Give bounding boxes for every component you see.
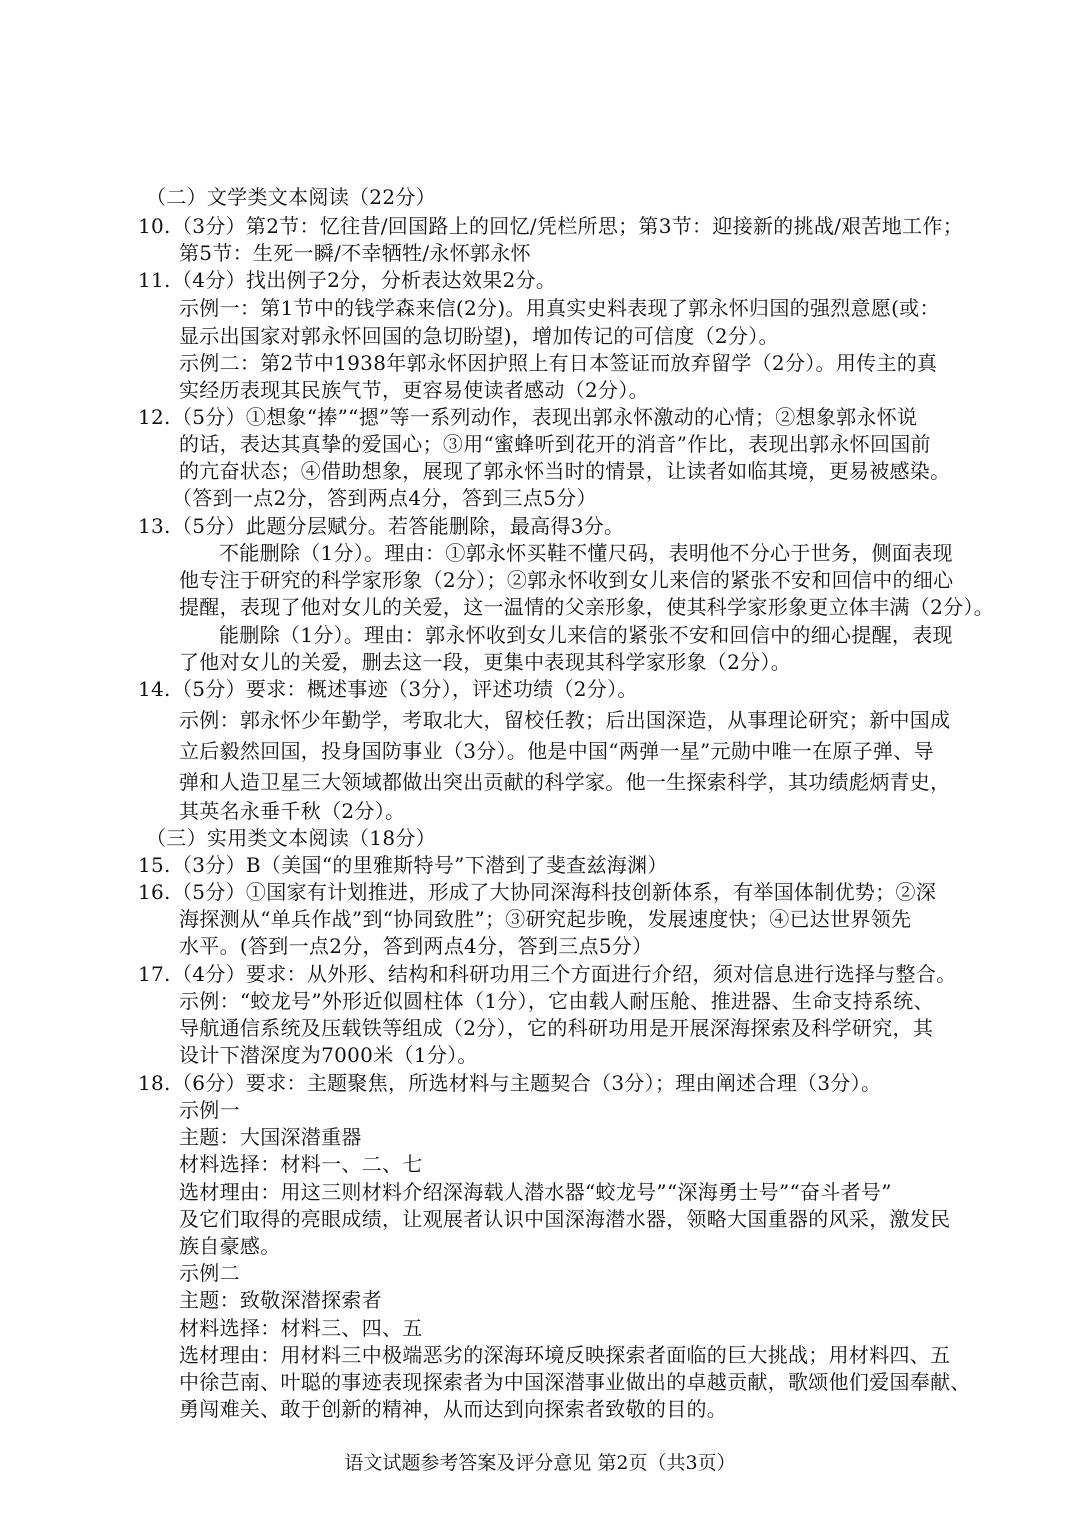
- q18-example-1-reason-1: 选材理由：用这三则材料介绍深海载人潜水器“蛟龙号”“深海勇士号”“奋斗者号”: [179, 1180, 892, 1204]
- q13-line-2: 不能删除（1分）。理由：①郭永怀买鞋不懂尺码，表明他不分心于世务，侧面表现: [219, 541, 953, 565]
- q10-line-2: 第5节：生死一瞬/不幸牺牲/永怀郭永怀: [179, 241, 531, 265]
- q18-line-1: [138, 1067, 881, 1099]
- q15-text-1: （3分）B（美国“的里雅斯特号”下潜到了斐查兹海渊）: [172, 853, 668, 877]
- q11-line-2: 示例一：第1节中的钱学森来信(2分)。用真实史料表现了郭永怀归国的强烈意愿(或：: [179, 296, 940, 320]
- q18-example-2-title: 示例二: [179, 1261, 240, 1285]
- q11-line-5: 实经历表现其民族气节，更容易使读者感动（2分）。: [179, 378, 649, 402]
- q11-line-4: 示例二：第2节中1938年郭永怀因护照上有日本签证而放弃留学（2分）。用传主的真: [179, 351, 938, 375]
- q13-text-1: （5分）此题分层赋分。若答能删除，最高得3分。: [172, 514, 625, 538]
- q11-number: 11.: [138, 268, 171, 292]
- q12-line-4: （答到一点2分，答到两点4分，答到三点5分）: [172, 486, 597, 510]
- q12-line-3: 的亢奋状态；④借助想象，展现了郭永怀当时的情景，让读者如临其境，更易被感染。: [179, 459, 951, 483]
- q16-line-3: 水平。(答到一点2分，答到两点4分，答到三点5分）: [179, 934, 653, 958]
- q18-example-2-theme: 主题：致敬深潜探索者: [179, 1288, 382, 1312]
- q14-line-5: 其英名永垂千秋（2分）。: [179, 799, 406, 823]
- q14-line-1: [138, 673, 638, 705]
- q18-text-1: （6分）要求：主题聚焦，所选材料与主题契合（3分）；理由阐述合理（3分）。: [172, 1071, 882, 1095]
- q18-example-1-theme: 主题：大国深潜重器: [179, 1125, 362, 1149]
- q18-example-2-reason-1: 选材理由：用材料三中极端恶劣的深海环境反映探索者面临的巨大挑战；用材料四、五: [179, 1343, 951, 1367]
- q15-number: 15.: [138, 853, 171, 877]
- q13-line-3: 他专注于研究的科学家形象（2分）；②郭永怀收到女儿来信的紧张不安和回信中的细心: [179, 568, 954, 592]
- q17-text-1: （4分）要求：从外形、结构和科研功用三个方面进行介绍，须对信息进行选择与整合。: [172, 962, 957, 986]
- q14-text-1: （5分）要求：概述事迹（3分），评述功绩（2分）。: [172, 677, 638, 701]
- q17-line-3: 导航通信系统及压载铁等组成（2分），它的科研功用是开展深海探索及科学研究，其: [179, 1016, 934, 1040]
- q18-example-2-reason-2: 中徐芑南、叶聪的事迹表现探索者为中国深潜事业做出的卓越贡献，歌颂他们爱国奉献、: [179, 1370, 971, 1394]
- q17-number: 17.: [138, 962, 171, 986]
- q18-example-1-title: 示例一: [179, 1098, 240, 1122]
- q10-number: 10.: [138, 214, 171, 238]
- page-footer: 语文试题参考答案及评分意见 第2页（共3页）: [344, 1452, 736, 1474]
- q13-line-6: 了他对女儿的关爱，删去这一段，更集中表现其科学家形象（2分）。: [179, 650, 792, 674]
- q11-line-3: 显示出国家对郭永怀回国的急切盼望)，增加传记的可信度（2分）。: [179, 324, 779, 348]
- q18-example-2-material: 材料选择：材料三、四、五: [179, 1316, 423, 1340]
- q18-example-1-reason-2: 及它们取得的亮眼成绩，让观展者认识中国深海潜水器，领略大国重器的风采，激发民: [179, 1207, 951, 1231]
- q14-number: 14.: [138, 677, 171, 701]
- q18-number: 18.: [138, 1071, 171, 1095]
- section-heading-practical: （三）实用类文本阅读（18分）: [146, 826, 436, 850]
- q18-example-1-reason-3: 族自豪感。: [179, 1234, 281, 1258]
- section-heading-literary: （二）文学类文本阅读（22分）: [146, 185, 436, 209]
- q14-line-4: 弹和人造卫星三大领域都做出突出贡献的科学家。他一生探索科学，其功绩彪炳青史，: [179, 770, 951, 794]
- q12-number: 12.: [138, 405, 171, 429]
- q10-text-1: （3分）第2节：忆往昔/回国路上的回忆/凭栏所思；第3节：迎接新的挑战/艰苦地工作；: [172, 214, 963, 238]
- q13-line-5: 能删除（1分）。理由：郭永怀收到女儿来信的紧张不安和回信中的细心提醒，表现: [219, 623, 953, 647]
- q12-text-1: （5分）①想象“捧”“摁”等一系列动作，表现出郭永怀激动的心情；②想象郭永怀说: [172, 405, 918, 429]
- q14-line-3: 立后毅然回国，投身国防事业（3分）。他是中国“两弹一星”元勋中唯一在原子弹、导: [179, 739, 934, 763]
- q18-example-2-reason-3: 勇闯难关、敢于创新的精神，从而达到向探索者致敬的目的。: [179, 1397, 728, 1421]
- q14-line-2: 示例：郭永怀少年勤学，考取北大，留校任教；后出国深造，从事理论研究；新中国成: [179, 708, 951, 732]
- q13-line-4: 提醒，表现了他对女儿的关爱，这一温情的父亲形象，使其科学家形象更立体丰满（2分）。: [179, 595, 995, 619]
- q12-line-2: 的话，表达其真挚的爱国心；③用“蜜蜂听到花开的消音”作比，表现出郭永怀回国前: [179, 432, 931, 456]
- q16-number: 16.: [138, 880, 171, 904]
- q11-text-1: （4分）找出例子2分，分析表达效果2分。: [172, 268, 557, 292]
- q16-line-2: 海探测从“单兵作战”到“协同致胜”；③研究起步晚，发展速度快；④已达世界领先: [179, 907, 912, 931]
- q13-number: 13.: [138, 514, 171, 538]
- q17-line-2: 示例：“蛟龙号”外形近似圆柱体（1分），它由载人耐压舱、推进器、生命支持系统、: [179, 989, 934, 1013]
- q17-line-4: 设计下潜深度为7000米（1分）。: [179, 1043, 478, 1067]
- q18-example-1-material: 材料选择：材料一、二、七: [179, 1152, 423, 1176]
- q16-text-1: （5分）①国家有计划推进，形成了大协同深海科技创新体系，有举国体制优势；②深: [172, 880, 937, 904]
